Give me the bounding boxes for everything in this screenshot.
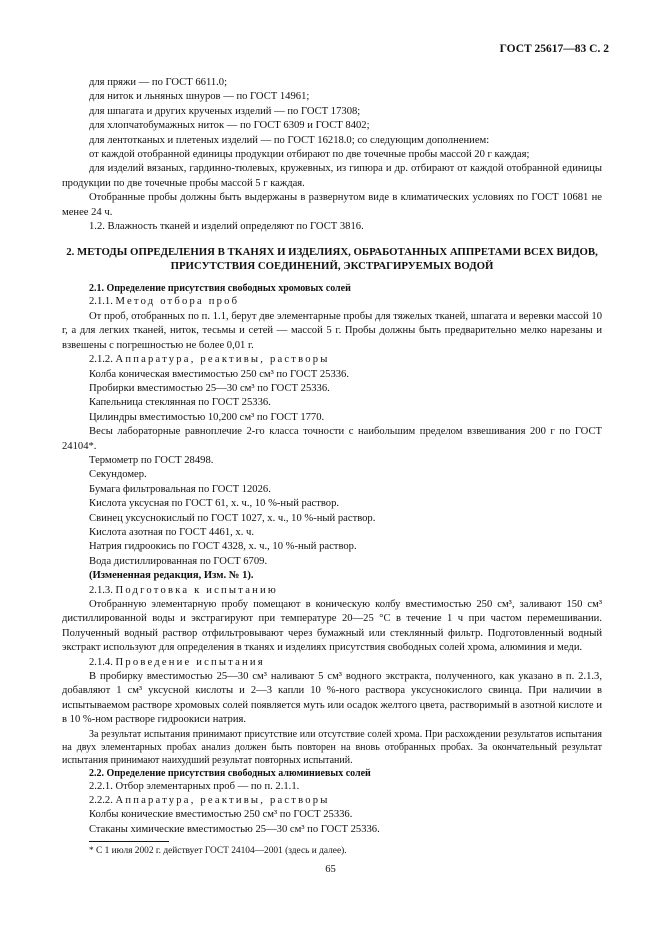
list-item: для хлопчатобумажных ниток — по ГОСТ 6309 и ГОСТ 8402;	[89, 120, 370, 132]
list-item: Бумага фильтровальная по ГОСТ 12026.	[89, 483, 271, 495]
subsection-2-2-title: 2.2. Определение присутствия свободных алюминиевых солей	[89, 767, 371, 779]
list-item: для ниток и льняных шнуров — по ГОСТ 14961;	[89, 91, 310, 103]
paragraph-2-1-3: Отобранную элементарную пробу помещают в коническую колбу вместимостью 250 см³, заливают 150 см³ дистиллированной воды и экстрагируют при температуре 20—25 °С в течение 1 ч при частом перемешивании. Полученный водный раствор отфильтровывают через бумажный или стеклянный фильтр. Подготовленный водный экстракт используют для определения в тканях и изделиях присутствия свободных солей хрома, алюминия и меди.	[62, 599, 602, 654]
list-item: Вода дистиллированная по ГОСТ 6709.	[89, 555, 268, 567]
list-item: Стаканы химические вместимостью 25—30 см³ по ГОСТ 25336.	[89, 823, 380, 835]
paragraph-2-1-1: От проб, отобранных по п. 1.1, берут две элементарные пробы для тяжелых тканей, шпагата и веревки массой 10 г, а для легких тканей, ниток, тесьмы и сетей — массой 5 г. Пробы должны быть предварительно мелко нарезаны и взвешены с погрешностью не более 0,01 г.	[62, 310, 602, 351]
list-item: для шпагата и других крученых изделий — по ГОСТ 17308;	[89, 105, 361, 117]
list-item: Капельница стеклянная по ГОСТ 25336.	[89, 397, 271, 409]
subsection-2-2-2-heading: 2.2.2. Аппаратура, реактивы, растворы	[89, 795, 330, 807]
list-item: Цилиндры вместимостью 10,200 см³ по ГОСТ 1770.	[89, 411, 325, 423]
list-item: Натрия гидроокись по ГОСТ 4328, х. ч., 10 %-ный раствор.	[89, 541, 357, 553]
paragraph-result: За результат испытания принимают присутствие или отсутствие солей хрома. При расхождении результатов испытания на двух элементарных пробах анализ должен быть повторен на вновь отобранных пробах. За окончательный результат испытания принимают наихудший результат повторных испытаний.	[62, 728, 602, 766]
paragraph-2-1-4: В пробирку вместимостью 25—30 см³ наливают 5 см³ водного экстракта, полученного, как указано в п. 2.1.3, добавляют 1 см³ уксусной кислоты и 2—3 капли 10 %-ного раствора уксуснокислого свинца. При наличии в испытываемом растворе хромовых солей появляется муть или осадок желтого цвета, растворимый в азотной кислоте и в 10 %-ном растворе гидроокиси натрия.	[62, 671, 602, 726]
footnote-divider	[89, 841, 169, 842]
document-body	[62, 76, 602, 857]
paragraph-lace: для изделий вязаных, гардинно-тюлевых, кружевных, из гипюра и др. отбирают от каждой отобранной единицы продукции по две точечные пробы массой 5 г каждая.	[62, 163, 602, 189]
page-number: 65	[325, 864, 336, 875]
list-item: Кислота уксусная по ГОСТ 61, х. ч., 10 %-ный раствор.	[89, 498, 340, 510]
list-item: Секундомер.	[89, 469, 147, 481]
list-item: Термометр по ГОСТ 28498.	[89, 454, 214, 466]
footnote: * С 1 июля 2002 г. действует ГОСТ 24104—2001 (здесь и далее).	[89, 846, 347, 857]
subsection-2-1-3-heading: 2.1.3. Подготовка к испытанию	[89, 584, 278, 596]
list-item: Колбы конические вместимостью 250 см³ по ГОСТ 25336.	[89, 809, 353, 821]
paragraph-2-2-1: 2.2.1. Отбор элементарных проб — по п. 2.1.1.	[89, 780, 300, 792]
list-item: Кислота азотная по ГОСТ 4461, х. ч.	[89, 526, 254, 538]
amendment-note: (Измененная редакция, Изм. № 1).	[89, 570, 254, 582]
subsection-2-1-title: 2.1. Определение присутствия свободных хромовых солей	[89, 283, 351, 295]
list-item: для пряжи — по ГОСТ 6611.0;	[89, 77, 228, 88]
list-item: для лентотканых и плетеных изделий — по ГОСТ 16218.0; со следующим дополнением:	[89, 134, 490, 146]
list-item: Свинец уксуснокислый по ГОСТ 1027, х. ч., 10 %-ный раствор.	[89, 512, 376, 524]
paragraph-scales: Весы лабораторные равноплечие 2-го класса точности с наибольшим пределом взвешивания 200 г по ГОСТ 24104*.	[62, 426, 602, 452]
subsection-2-1-1-heading: 2.1.1. Метод отбора проб	[89, 296, 240, 308]
list-item: Колба коническая вместимостью 250 см³ по ГОСТ 25336.	[89, 368, 349, 380]
page-header: ГОСТ 25617—83 С. 2	[499, 43, 609, 55]
subsection-2-1-2-heading: 2.1.2. Аппаратура, реактивы, растворы	[89, 354, 330, 366]
paragraph-1-2: 1.2. Влажность тканей и изделий определяют по ГОСТ 3816.	[89, 221, 364, 233]
subsection-2-1-4-heading: 2.1.4. Проведение испытания	[89, 656, 265, 668]
list-item: Пробирки вместимостью 25—30 см³ по ГОСТ 25336.	[89, 382, 330, 394]
section-2-title: 2. МЕТОДЫ ОПРЕДЕЛЕНИЯ В ТКАНЯХ И ИЗДЕЛИЯХ, ОБРАБОТАННЫХ АППРЕТАМИ ВСЕХ ВИДОВ, ПРИСУТСТВИЯ СОЕДИНЕНИЙ, ЭКСТРАГИРУЕМЫХ ВОДОЙ	[66, 246, 598, 273]
paragraph-sample: от каждой отобранной единицы продукции отбирают по две точечные пробы массой 20 г каждая;	[89, 149, 530, 161]
paragraph-keep: Отобранные пробы должны быть выдержаны в развернутом виде в климатических условиях по ГОСТ 10681 не менее 24 ч.	[62, 192, 602, 218]
